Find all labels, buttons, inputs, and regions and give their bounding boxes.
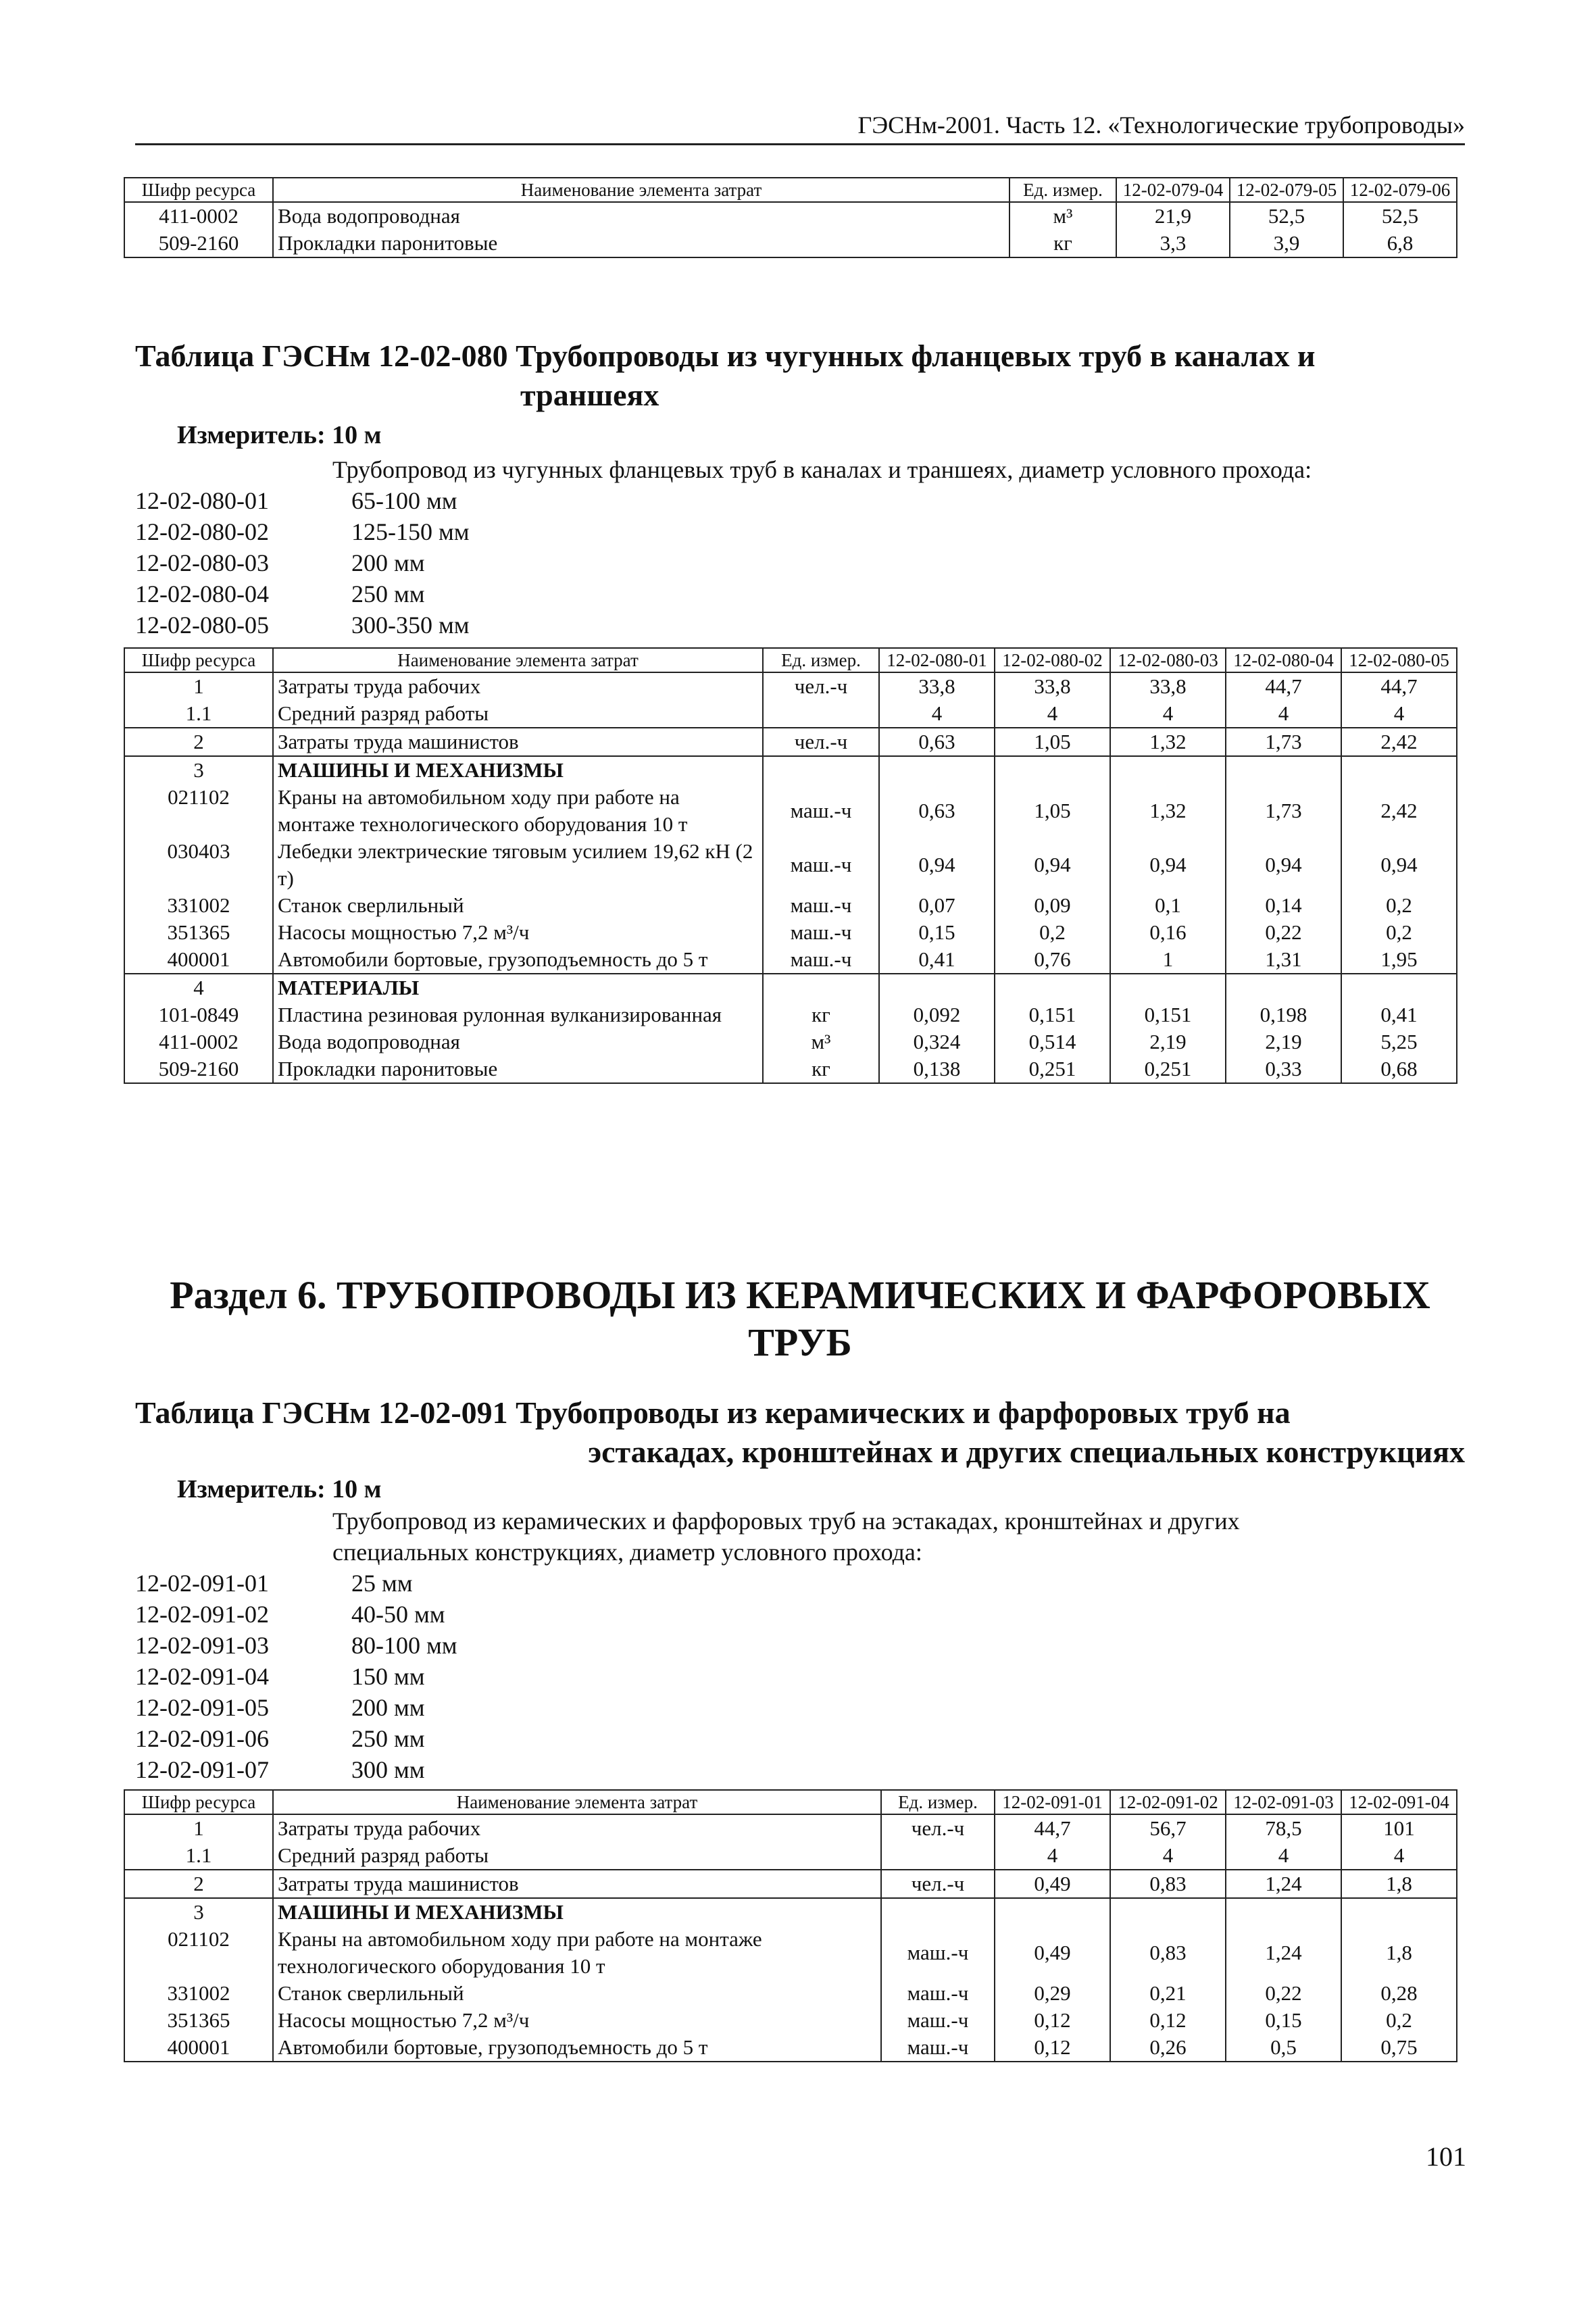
table-row <box>124 919 1457 946</box>
value-cell: 4 <box>1110 700 1226 728</box>
value-cell: 78,5 <box>1226 1814 1341 1842</box>
resource-name-cell: Затраты труда рабочих <box>273 1814 881 1842</box>
unit-cell: кг <box>763 1055 879 1083</box>
resource-code-cell: 331002 <box>124 892 273 919</box>
col-header-code: Шифр ресурса <box>124 178 273 202</box>
unit-cell: маш.-ч <box>881 1926 995 1980</box>
unit-cell <box>881 1842 995 1870</box>
value-cell: 0,198 <box>1226 1001 1341 1028</box>
value-cell: 0,09 <box>995 892 1110 919</box>
value-cell: 33,8 <box>1110 672 1226 700</box>
unit-cell <box>763 700 879 728</box>
value-cell: 4 <box>1226 1842 1341 1870</box>
variant-diameter: 40-50 мм <box>351 1601 445 1628</box>
resource-table-091 <box>124 1789 1457 2062</box>
value-cell: 52,5 <box>1230 202 1343 230</box>
value-cell: 33,8 <box>995 672 1110 700</box>
variant-diameter: 150 мм <box>351 1663 425 1690</box>
variant-item <box>135 547 470 578</box>
col-header-unit: Ед. измер. <box>881 1790 995 1814</box>
value-cell <box>1110 974 1226 1001</box>
variant-code: 12-02-080-01 <box>135 487 269 514</box>
value-cell: 52,5 <box>1343 202 1457 230</box>
col-header-name: Наименование элемента затрат <box>273 178 1009 202</box>
value-cell: 44,7 <box>1226 672 1341 700</box>
resource-code-cell: 509-2160 <box>124 230 273 257</box>
unit-cell: маш.-ч <box>763 946 879 974</box>
resource-code-cell: 400001 <box>124 2034 273 2062</box>
table-080-description: Трубопровод из чугунных фланцевых труб в каналах и траншеях, диаметр условного прохода: <box>332 456 1312 483</box>
table-091-description <box>332 1505 1474 1568</box>
value-cell: 0,68 <box>1341 1055 1457 1083</box>
variant-item <box>135 1599 457 1630</box>
table-row <box>124 1926 1457 1980</box>
variant-item <box>135 609 470 641</box>
col-header-variant: 12-02-080-03 <box>1110 648 1226 672</box>
resource-name-cell: Автомобили бортовые, грузоподъемность до 5 т <box>273 2034 881 2062</box>
table-row <box>124 202 1457 230</box>
table-091-description-line2: специальных конструкциях, диаметр условного прохода: <box>332 1539 922 1566</box>
table-080-variants <box>135 485 470 641</box>
table-header-row <box>124 1790 1457 1814</box>
resource-code-cell: 331002 <box>124 1980 273 2007</box>
variant-diameter: 250 мм <box>351 580 425 607</box>
value-cell: 2,42 <box>1341 784 1457 838</box>
value-cell: 33,8 <box>879 672 995 700</box>
value-cell: 2,19 <box>1226 1028 1341 1055</box>
resource-name-cell: МАШИНЫ И МЕХАНИЗМЫ <box>273 1898 881 1926</box>
resource-code-cell: 1 <box>124 672 273 700</box>
table-091-variants <box>135 1568 457 1785</box>
value-cell: 0,49 <box>995 1870 1110 1898</box>
variant-code: 12-02-091-06 <box>135 1725 269 1752</box>
col-header-variant: 12-02-091-01 <box>995 1790 1110 1814</box>
value-cell: 0,092 <box>879 1001 995 1028</box>
variant-item <box>135 1661 457 1692</box>
unit-cell <box>763 756 879 784</box>
col-header-name: Наименование элемента затрат <box>273 648 763 672</box>
variant-code: 12-02-080-03 <box>135 549 269 576</box>
value-cell: 0,12 <box>995 2034 1110 2062</box>
variant-diameter: 125-150 мм <box>351 518 470 545</box>
value-cell: 1,95 <box>1341 946 1457 974</box>
table-080-title-line1: Таблица ГЭСНм 12-02-080 Трубопроводы из чугунных фланцевых труб в каналах и <box>135 339 1316 373</box>
resource-name-cell: Станок сверлильный <box>273 892 763 919</box>
value-cell: 56,7 <box>1110 1814 1226 1842</box>
value-cell: 0,83 <box>1110 1870 1226 1898</box>
unit-cell: маш.-ч <box>763 838 879 892</box>
table-row <box>124 1814 1457 1842</box>
value-cell: 0,2 <box>1341 919 1457 946</box>
value-cell: 0,83 <box>1110 1926 1226 1980</box>
variant-item <box>135 1692 457 1723</box>
variant-diameter: 200 мм <box>351 549 425 576</box>
value-cell: 0,29 <box>995 1980 1110 2007</box>
resource-name-cell: Затраты труда машинистов <box>273 1870 881 1898</box>
col-header-variant: 12-02-080-02 <box>995 648 1110 672</box>
table-080-title-line2: траншеях <box>520 378 659 412</box>
resource-name-cell: Прокладки паронитовые <box>273 1055 763 1083</box>
unit-cell: чел.-ч <box>763 672 879 700</box>
variant-diameter: 25 мм <box>351 1570 413 1597</box>
table-row <box>124 1842 1457 1870</box>
unit-cell: маш.-ч <box>881 2034 995 2062</box>
table-row <box>124 2034 1457 2062</box>
resource-name-cell: Вода водопроводная <box>273 1028 763 1055</box>
running-header: ГЭСНм-2001. Часть 12. «Технологические трубопроводы» <box>135 111 1465 145</box>
table-row <box>124 1001 1457 1028</box>
value-cell: 4 <box>995 1842 1110 1870</box>
table-row <box>124 1028 1457 1055</box>
value-cell <box>1226 756 1341 784</box>
variant-code: 12-02-091-05 <box>135 1694 269 1721</box>
variant-diameter: 200 мм <box>351 1694 425 1721</box>
value-cell: 0,26 <box>1110 2034 1226 2062</box>
resource-name-cell: Краны на автомобильном ходу при работе на монтаже технологического оборудования 10 т <box>273 1926 881 1980</box>
unit-cell <box>881 1898 995 1926</box>
resource-code-cell: 1.1 <box>124 700 273 728</box>
variant-item <box>135 485 470 516</box>
value-cell: 0,63 <box>879 784 995 838</box>
resource-code-cell: 4 <box>124 974 273 1001</box>
value-cell: 5,25 <box>1341 1028 1457 1055</box>
variant-code: 12-02-080-04 <box>135 580 269 607</box>
col-header-variant: 12-02-091-02 <box>1110 1790 1226 1814</box>
resource-name-cell: МАШИНЫ И МЕХАНИЗМЫ <box>273 756 763 784</box>
value-cell: 101 <box>1341 1814 1457 1842</box>
value-cell: 0,94 <box>1226 838 1341 892</box>
table-row <box>124 756 1457 784</box>
resource-name-cell: Краны на автомобильном ходу при работе на монтаже технологического оборудования 10 т <box>273 784 763 838</box>
table-row <box>124 838 1457 892</box>
section-title-line2: ТРУБ <box>748 1320 852 1364</box>
col-header-variant: 12-02-079-05 <box>1230 178 1343 202</box>
value-cell: 21,9 <box>1116 202 1230 230</box>
resource-name-cell: Пластина резиновая рулонная вулканизированная <box>273 1001 763 1028</box>
table-080-title <box>135 337 1465 415</box>
value-cell <box>995 974 1110 1001</box>
unit-cell: кг <box>763 1001 879 1028</box>
resource-code-cell: 2 <box>124 1870 273 1898</box>
unit-cell: маш.-ч <box>763 892 879 919</box>
table-row <box>124 784 1457 838</box>
unit-cell: м³ <box>763 1028 879 1055</box>
table-row <box>124 892 1457 919</box>
variant-diameter: 65-100 мм <box>351 487 457 514</box>
col-header-variant: 12-02-080-04 <box>1226 648 1341 672</box>
col-header-variant: 12-02-079-04 <box>1116 178 1230 202</box>
value-cell: 6,8 <box>1343 230 1457 257</box>
table-row <box>124 1980 1457 2007</box>
resource-name-cell: Вода водопроводная <box>273 202 1009 230</box>
table-091-title <box>135 1393 1465 1472</box>
resource-code-cell: 400001 <box>124 946 273 974</box>
value-cell: 2,42 <box>1341 728 1457 756</box>
col-header-name: Наименование элемента затрат <box>273 1790 881 1814</box>
unit-cell: чел.-ч <box>881 1814 995 1842</box>
value-cell <box>1226 974 1341 1001</box>
table-header-row <box>124 178 1457 202</box>
col-header-variant: 12-02-091-04 <box>1341 1790 1457 1814</box>
resource-code-cell: 411-0002 <box>124 1028 273 1055</box>
value-cell: 1,8 <box>1341 1870 1457 1898</box>
resource-code-cell: 021102 <box>124 1926 273 1980</box>
unit-cell: маш.-ч <box>881 1980 995 2007</box>
table-row <box>124 1898 1457 1926</box>
value-cell: 0,12 <box>995 2007 1110 2034</box>
table-header-row <box>124 648 1457 672</box>
resource-code-cell: 509-2160 <box>124 1055 273 1083</box>
resource-code-cell: 1 <box>124 1814 273 1842</box>
col-header-variant: 12-02-079-06 <box>1343 178 1457 202</box>
page-number: 101 <box>1426 2141 1466 2172</box>
variant-item <box>135 1568 457 1599</box>
value-cell: 0,22 <box>1226 919 1341 946</box>
resource-code-cell: 351365 <box>124 2007 273 2034</box>
resource-name-cell: Затраты труда машинистов <box>273 728 763 756</box>
value-cell: 0,94 <box>1110 838 1226 892</box>
resource-name-cell: Лебедки электрические тяговым усилием 19,62 кН (2 т) <box>273 838 763 892</box>
value-cell: 0,5 <box>1226 2034 1341 2062</box>
unit-cell: чел.-ч <box>881 1870 995 1898</box>
value-cell: 0,94 <box>995 838 1110 892</box>
table-row <box>124 2007 1457 2034</box>
value-cell: 0,76 <box>995 946 1110 974</box>
value-cell <box>1341 756 1457 784</box>
table-row <box>124 1870 1457 1898</box>
value-cell: 4 <box>1341 1842 1457 1870</box>
value-cell: 0,514 <box>995 1028 1110 1055</box>
value-cell <box>995 1898 1110 1926</box>
variant-item <box>135 1754 457 1785</box>
value-cell: 1,8 <box>1341 1926 1457 1980</box>
value-cell: 1,31 <box>1226 946 1341 974</box>
value-cell: 0,63 <box>879 728 995 756</box>
value-cell: 0,138 <box>879 1055 995 1083</box>
resource-code-cell: 021102 <box>124 784 273 838</box>
variant-item <box>135 1723 457 1754</box>
col-header-variant: 12-02-091-03 <box>1226 1790 1341 1814</box>
value-cell: 0,2 <box>1341 2007 1457 2034</box>
section-title-line1: Раздел 6. ТРУБОПРОВОДЫ ИЗ КЕРАМИЧЕСКИХ И ФАРФОРОВЫХ <box>170 1273 1430 1317</box>
resource-name-cell: МАТЕРИАЛЫ <box>273 974 763 1001</box>
table-091-title-line2: эстакадах, кронштейнах и других специальных конструкциях <box>588 1435 1465 1469</box>
table-080-meter: Измеритель: 10 м <box>177 421 382 449</box>
value-cell: 0,151 <box>1110 1001 1226 1028</box>
col-header-unit: Ед. измер. <box>1009 178 1116 202</box>
value-cell: 0,33 <box>1226 1055 1341 1083</box>
resource-name-cell: Средний разряд работы <box>273 700 763 728</box>
resource-name-cell: Насосы мощностью 7,2 м³/ч <box>273 919 763 946</box>
value-cell: 0,15 <box>1226 2007 1341 2034</box>
resource-name-cell: Насосы мощностью 7,2 м³/ч <box>273 2007 881 2034</box>
resource-name-cell: Автомобили бортовые, грузоподъемность до 5 т <box>273 946 763 974</box>
value-cell: 2,19 <box>1110 1028 1226 1055</box>
value-cell: 0,07 <box>879 892 995 919</box>
value-cell: 1,24 <box>1226 1926 1341 1980</box>
variant-diameter: 80-100 мм <box>351 1632 457 1659</box>
resource-table-079 <box>124 177 1457 258</box>
unit-cell: кг <box>1009 230 1116 257</box>
value-cell <box>879 756 995 784</box>
variant-code: 12-02-091-03 <box>135 1632 269 1659</box>
table-row <box>124 728 1457 756</box>
resource-name-cell: Затраты труда рабочих <box>273 672 763 700</box>
table-091-meter: Измеритель: 10 м <box>177 1475 382 1503</box>
resource-code-cell: 3 <box>124 1898 273 1926</box>
variant-code: 12-02-091-04 <box>135 1663 269 1690</box>
variant-item <box>135 516 470 547</box>
table-row <box>124 974 1457 1001</box>
table-091-title-line1: Таблица ГЭСНм 12-02-091 Трубопроводы из керамических и фарфоровых труб на <box>135 1395 1291 1430</box>
section-title <box>135 1272 1465 1366</box>
value-cell: 0,49 <box>995 1926 1110 1980</box>
value-cell: 0,28 <box>1341 1980 1457 2007</box>
value-cell: 0,251 <box>1110 1055 1226 1083</box>
table-091-description-line1: Трубопровод из керамических и фарфоровых труб на эстакадах, кронштейнах и других <box>332 1508 1240 1535</box>
variant-code: 12-02-091-01 <box>135 1570 269 1597</box>
variant-code: 12-02-091-07 <box>135 1756 269 1783</box>
variant-code: 12-02-080-05 <box>135 612 269 639</box>
unit-cell: м³ <box>1009 202 1116 230</box>
resource-name-cell: Средний разряд работы <box>273 1842 881 1870</box>
unit-cell: маш.-ч <box>881 2007 995 2034</box>
value-cell: 4 <box>879 700 995 728</box>
value-cell: 3,3 <box>1116 230 1230 257</box>
resource-name-cell: Станок сверлильный <box>273 1980 881 2007</box>
value-cell: 1,32 <box>1110 784 1226 838</box>
value-cell: 3,9 <box>1230 230 1343 257</box>
unit-cell <box>763 974 879 1001</box>
col-header-unit: Ед. измер. <box>763 648 879 672</box>
value-cell: 44,7 <box>1341 672 1457 700</box>
variant-item <box>135 578 470 609</box>
value-cell: 0,1 <box>1110 892 1226 919</box>
variant-diameter: 300-350 мм <box>351 612 470 639</box>
variant-item <box>135 1630 457 1661</box>
value-cell <box>1110 1898 1226 1926</box>
value-cell: 4 <box>995 700 1110 728</box>
value-cell: 4 <box>1341 700 1457 728</box>
value-cell <box>1226 1898 1341 1926</box>
value-cell: 1,73 <box>1226 728 1341 756</box>
value-cell: 0,22 <box>1226 1980 1341 2007</box>
value-cell: 0,324 <box>879 1028 995 1055</box>
value-cell: 0,16 <box>1110 919 1226 946</box>
value-cell: 0,41 <box>1341 1001 1457 1028</box>
unit-cell: чел.-ч <box>763 728 879 756</box>
value-cell: 1,24 <box>1226 1870 1341 1898</box>
value-cell: 0,151 <box>995 1001 1110 1028</box>
resource-code-cell: 1.1 <box>124 1842 273 1870</box>
value-cell <box>995 756 1110 784</box>
value-cell: 1,05 <box>995 728 1110 756</box>
value-cell: 0,21 <box>1110 1980 1226 2007</box>
value-cell <box>1110 756 1226 784</box>
col-header-variant: 12-02-080-01 <box>879 648 995 672</box>
variant-diameter: 250 мм <box>351 1725 425 1752</box>
resource-code-cell: 3 <box>124 756 273 784</box>
resource-code-cell: 351365 <box>124 919 273 946</box>
value-cell: 0,94 <box>879 838 995 892</box>
table-row <box>124 700 1457 728</box>
value-cell: 0,75 <box>1341 2034 1457 2062</box>
value-cell: 0,94 <box>1341 838 1457 892</box>
table-row <box>124 1055 1457 1083</box>
variant-code: 12-02-080-02 <box>135 518 269 545</box>
value-cell: 0,41 <box>879 946 995 974</box>
value-cell: 0,251 <box>995 1055 1110 1083</box>
resource-code-cell: 411-0002 <box>124 202 273 230</box>
table-row <box>124 672 1457 700</box>
resource-name-cell: Прокладки паронитовые <box>273 230 1009 257</box>
value-cell: 4 <box>1226 700 1341 728</box>
resource-code-cell: 2 <box>124 728 273 756</box>
col-header-variant: 12-02-080-05 <box>1341 648 1457 672</box>
value-cell: 0,12 <box>1110 2007 1226 2034</box>
resource-code-cell: 101-0849 <box>124 1001 273 1028</box>
unit-cell: маш.-ч <box>763 919 879 946</box>
value-cell: 1,73 <box>1226 784 1341 838</box>
value-cell <box>1341 974 1457 1001</box>
unit-cell: маш.-ч <box>763 784 879 838</box>
value-cell <box>1341 1898 1457 1926</box>
table-row <box>124 230 1457 257</box>
value-cell: 0,15 <box>879 919 995 946</box>
variant-code: 12-02-091-02 <box>135 1601 269 1628</box>
value-cell <box>879 974 995 1001</box>
table-row <box>124 946 1457 974</box>
variant-diameter: 300 мм <box>351 1756 425 1783</box>
col-header-code: Шифр ресурса <box>124 1790 273 1814</box>
resource-code-cell: 030403 <box>124 838 273 892</box>
value-cell: 1,32 <box>1110 728 1226 756</box>
value-cell: 1 <box>1110 946 1226 974</box>
value-cell: 0,14 <box>1226 892 1341 919</box>
value-cell: 1,05 <box>995 784 1110 838</box>
value-cell: 44,7 <box>995 1814 1110 1842</box>
value-cell: 4 <box>1110 1842 1226 1870</box>
value-cell: 0,2 <box>1341 892 1457 919</box>
resource-table-080 <box>124 647 1457 1084</box>
value-cell: 0,2 <box>995 919 1110 946</box>
col-header-code: Шифр ресурса <box>124 648 273 672</box>
